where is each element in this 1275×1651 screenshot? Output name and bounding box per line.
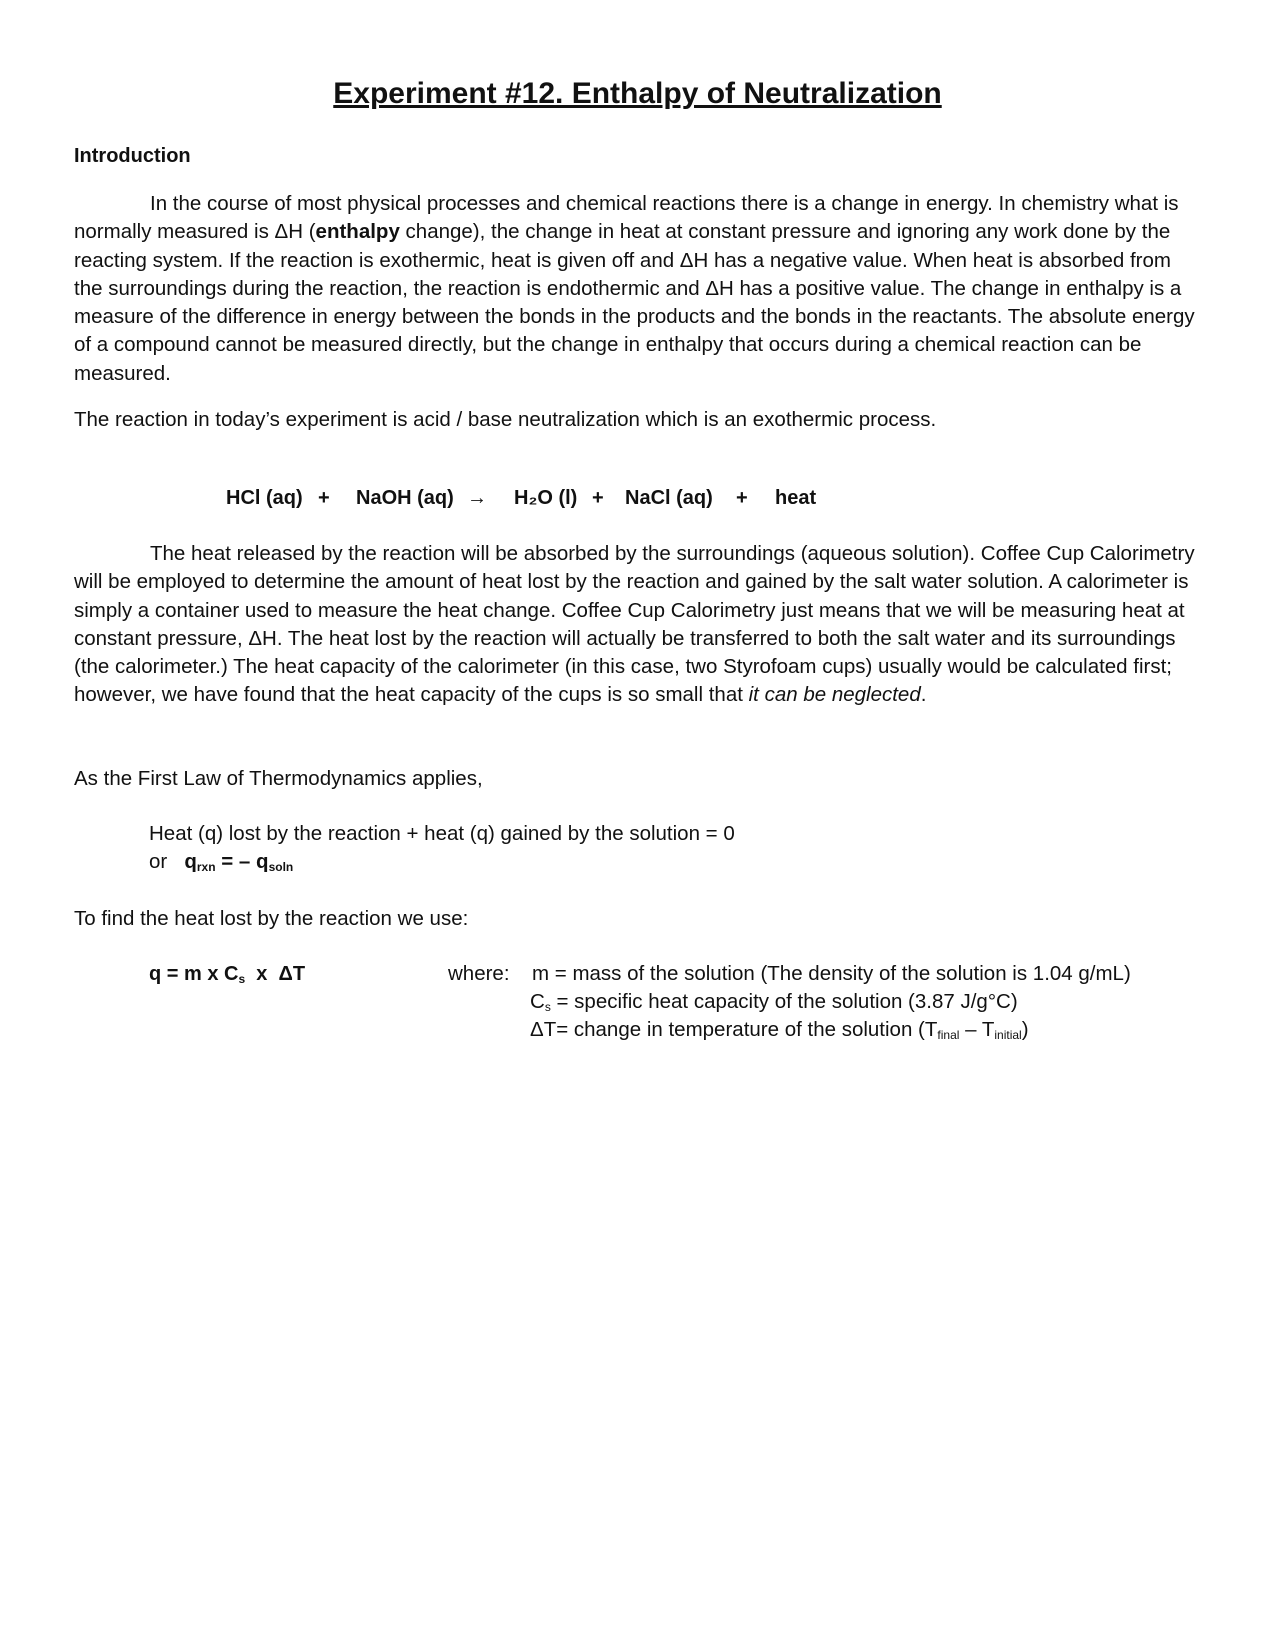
equation-naoh: NaOH (aq) [356,487,454,509]
heat-formula: q = m x $C_s$ x ΔT [149,963,306,986]
q-soln: $q_{soln}$ [256,850,294,874]
heat-balance-line: Heat (q) lost by the reaction + heat (q) gained by the solution = 0 [149,822,735,845]
or-label: or [149,850,168,873]
reaction-sentence: The reaction in today’s experiment is acid / base neutralization which is an exothermic process. [74,408,937,431]
specific-heat-definition: $C_s$ = specific heat capacity of the solution (3.87 J/g°C) [530,990,1018,1014]
equation-plus-2: + [592,487,604,509]
equals-negative: = – [221,850,251,873]
q-rxn: $q_{rxn}$ [184,850,216,874]
enthalpy-term: enthalpy [315,220,400,244]
intro-text-2: change), the change in heat at constant pressure and ignoring any work done by the reacting system. If the reaction is exothermic, heat is given off and ΔH has a negative value. When heat is absorbed from the surroundings during the reaction, the reaction is endothermic and ΔH has a positive value. The change in enthalpy is a measure of the difference in energy between the bonds in the products and the bonds in the reactants. The absolute energy of a compound cannot be measured directly, but the change in enthalpy that occurs during a chemical reaction can be measured. [74,220,1195,385]
calorimetry-paragraph [74,540,1204,710]
equation-plus-1: + [318,487,330,509]
temperature-change-definition: ΔT= change in temperature of the solution $(T_{final} - T_{initial})$ [530,1018,1029,1042]
intro-text-1: In the course of most physical processes and chemical reactions there is a change in energy. In chemistry what is normally measured is ΔH ( [74,192,1179,244]
equation-hcl: HCl (aq) [226,487,303,509]
where-label: where: [448,962,510,985]
introduction-heading: Introduction [74,145,191,167]
equation-arrow: → [467,487,487,509]
find-heat-sentence: To find the heat lost by the reaction we use: [74,907,469,930]
page-title: Experiment #12. Enthalpy of Neutralization [333,77,942,110]
first-law-sentence: As the First Law of Thermodynamics applies, [74,767,483,790]
equation-heat: heat [775,487,817,509]
equation-h2o: H₂O (l) [514,487,578,509]
introduction-paragraph [74,190,1204,388]
equation-nacl: NaCl (aq) [625,487,713,509]
calorimetry-text-2: . [920,683,927,707]
calorimetry-text-1: The heat released by the reaction will be absorbed by the surroundings (aqueous solution). Coffee Cup Calorimetry will be employed to determine the amount of heat lost by the reaction and gained by the salt water solution. A calorimeter is simply a container used to measure the heat change. Coffee Cup Calorimetry just means that we will be measuring heat at constant pressure, ΔH. The heat lost by the reaction will actually be transferred to both the salt water and its surroundings (the calorimeter.) The heat capacity of the calorimeter (in this case, two Styrofoam cups) usually would be calculated first; however, we have found that the heat capacity of the cups is so small that [74,542,1195,707]
equation-plus-3: + [736,487,748,509]
neglected-phrase: it can be neglected [748,683,921,707]
heat-relation-line [149,848,293,876]
mass-definition: m = mass of the solution (The density of the solution is 1.04 g/mL) [532,962,1131,985]
